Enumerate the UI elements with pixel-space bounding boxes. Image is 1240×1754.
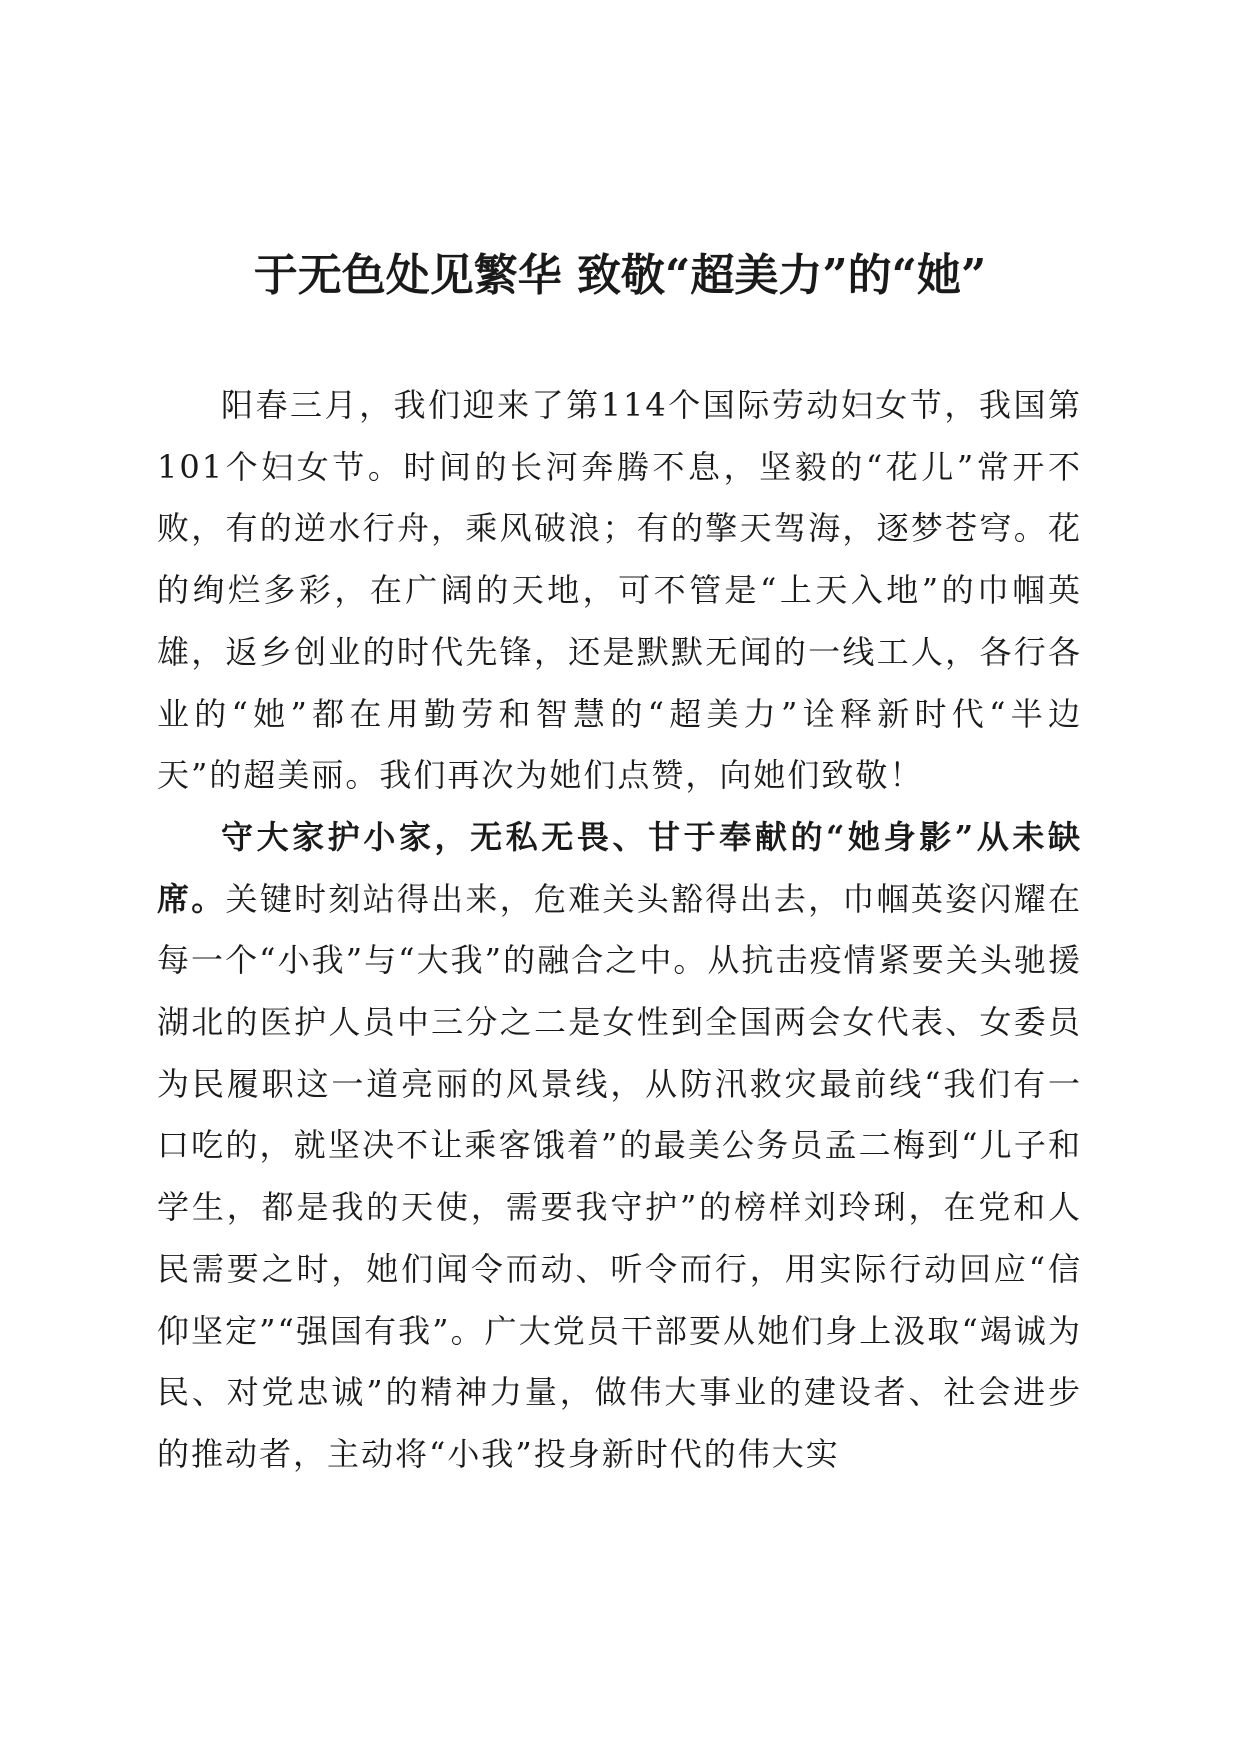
- paragraph-intro: [157, 375, 1082, 807]
- document-body: [157, 375, 1082, 1486]
- paragraph-section-1: [157, 807, 1082, 1486]
- section-1-body-text: 关键时刻站得出来，危难关头豁得出去，巾帼英姿闪耀在每一个“小我”与“大我”的融合之中。从抗击疫情紧要关头驰援湖北的医护人员中三分之二是女性到全国两会女代表、女委员为民履职这一道亮丽的风景线，从防汛救灾最前线“我们有一口吃的，就坚决不让乘客饿着”的最美公务员孟二梅到“儿子和学生，都是我的天使，需要我守护”的榜样刘玲琍，在党和人民需要之时，她们闻令而动、听令而行，用实际行动回应“信仰坚定”“强国有我”。广大党员干部要从她们身上汲取“竭诚为民、对党忠诚”的精神力量，做伟大事业的建设者、社会进步的推动者，主动将“小我”投身新时代的伟大实: [157, 879, 1082, 1473]
- paragraph-intro-text: 阳春三月，我们迎来了第114个国际劳动妇女节，我国第101个妇女节。时间的长河奔腾不息，坚毅的“花儿”常开不败，有的逆水行舟，乘风破浪；有的擎天驾海，逐梦苍穹。花的绚烂多彩，在广阔的天地，可不管是“上天入地”的巾帼英雄，返乡创业的时代先锋，还是默默无闻的一线工人，各行各业的“她”都在用勤劳和智慧的“超美力”诠释新时代“半边天”的超美丽。我们再次为她们点赞，向她们致敬！: [157, 386, 1082, 795]
- section-1-lead-sentence: 守大家护小家，无私无畏、甘于奉献的“她身影”从未缺席。: [157, 817, 1082, 918]
- document-title: 于无色处见繁华 致敬“超美力”的“她”: [253, 250, 987, 301]
